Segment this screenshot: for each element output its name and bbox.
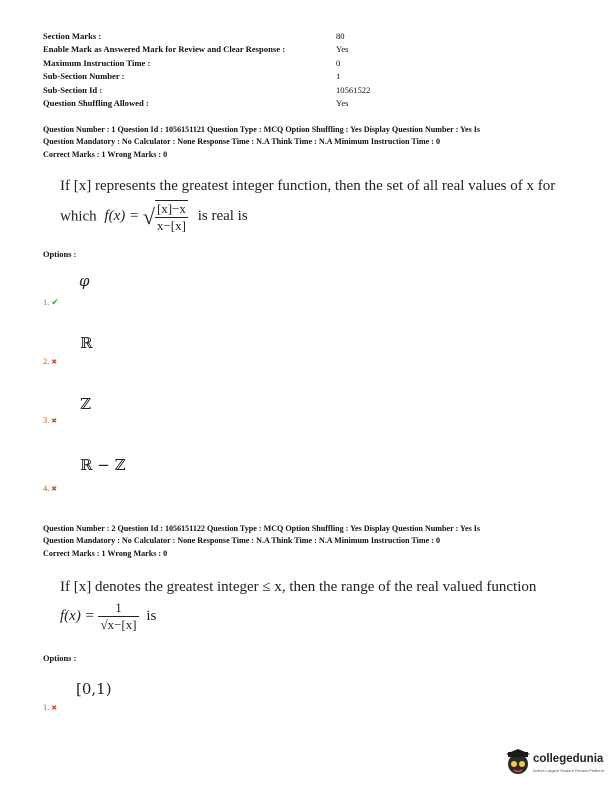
meta-value: Yes <box>336 44 349 55</box>
meta-value: 10561522 <box>336 84 371 95</box>
q2-stem-line1: If [x] denotes the greatest integer ≤ x, then the range of the real valued function <box>60 579 537 595</box>
meta-label: Maximum Instruction Time : <box>43 57 151 68</box>
q2-header-line: Question Number : 2 Question Id : 1056151122 Question Type : MCQ Option Shuffling : Yes Display Question Number : Yes Is <box>43 524 481 533</box>
q1-option-2[interactable] <box>43 357 57 366</box>
logo-name: collegedunia <box>533 753 604 765</box>
q1-header-line: Question Number : 1 Question Id : 1056151121 Question Type : MCQ Option Shuffling : Yes Display Question Number : Yes Is <box>43 125 481 134</box>
meta-value: Yes <box>336 97 349 108</box>
option-number: 1. <box>43 298 50 307</box>
q2-radicand: x−[x] <box>107 617 137 632</box>
cross-icon: ✖ <box>51 704 58 712</box>
option-number: 2. <box>43 357 50 366</box>
q2-option-1[interactable] <box>43 703 57 712</box>
option-number: 4. <box>43 484 50 493</box>
q1-option-4-value: ℝ − ℤ <box>80 456 126 474</box>
q2-stem-fx: f(x) = <box>60 607 95 624</box>
q1-fraction <box>155 200 188 234</box>
q1-header-line: Question Mandatory : No Calculator : None Response Time : N.A Think Time : N.A Minimum Instruction Time : 0 <box>43 137 440 147</box>
q1-denominator: x−[x] <box>156 218 186 233</box>
cross-icon: ✖ <box>51 485 58 493</box>
q1-header-line: Correct Marks : 1 Wrong Marks : 0 <box>43 149 168 159</box>
q2-numerator: 1 <box>115 600 122 615</box>
check-icon: ✔ <box>51 297 59 307</box>
meta-label: Sub-Section Id : <box>43 84 103 95</box>
meta-label: Question Shuffling Allowed : <box>43 97 149 108</box>
q1-stem-fx: f(x) = <box>104 208 140 225</box>
meta-value: 80 <box>336 31 345 41</box>
meta-value: 1 <box>336 71 341 82</box>
q2-header-line: Correct Marks : 1 Wrong Marks : 0 <box>43 548 168 558</box>
meta-label: Sub-Section Number : <box>43 71 125 82</box>
q1-options-label: Options : <box>43 250 77 259</box>
q1-option-1-value: φ <box>79 272 90 290</box>
q1-option-1[interactable] <box>43 297 59 308</box>
q1-option-2-value: ℝ <box>80 334 93 352</box>
q1-stem-tail: is real is <box>197 208 248 225</box>
q2-denominator <box>98 616 138 633</box>
cross-icon: ✖ <box>51 417 58 425</box>
option-number: 1. <box>43 703 50 712</box>
meta-label: Enable Mark as Answered Mark for Review and Clear Response : <box>43 44 286 55</box>
option-number: 3. <box>43 416 50 425</box>
q1-numerator: [x]−x <box>156 201 186 216</box>
q2-stem-tail: is <box>146 607 157 624</box>
sqrt-icon: √ <box>100 617 108 632</box>
q2-option-1-value: [0,1) <box>76 680 112 698</box>
cross-icon: ✖ <box>51 358 58 366</box>
question-2-header <box>43 523 583 560</box>
q1-stem-which: which <box>60 208 97 225</box>
q1-option-3[interactable] <box>43 416 57 425</box>
q2-stem-line2 <box>60 600 156 633</box>
q1-stem-line2 <box>60 200 248 234</box>
meta-label: Section Marks : <box>43 31 102 41</box>
question-1-header <box>43 124 583 161</box>
logo-tagline: India's Largest Student Review Platform <box>533 768 605 773</box>
q2-header-line: Question Mandatory : No Calculator : None Response Time : N.A Think Time : N.A Minimum Instruction Time : 0 <box>43 536 440 546</box>
q2-options-label: Options : <box>43 654 77 663</box>
collegedunia-logo-icon <box>503 747 533 777</box>
q1-stem-line1: If [x] represents the greatest integer function, then the set of all real values of x for <box>60 178 556 194</box>
q1-option-4[interactable] <box>43 484 57 493</box>
sqrt-icon: √ <box>142 204 155 229</box>
q2-fraction <box>98 600 138 633</box>
meta-value: 0 <box>336 57 341 68</box>
q1-option-3-value: ℤ <box>80 395 91 413</box>
